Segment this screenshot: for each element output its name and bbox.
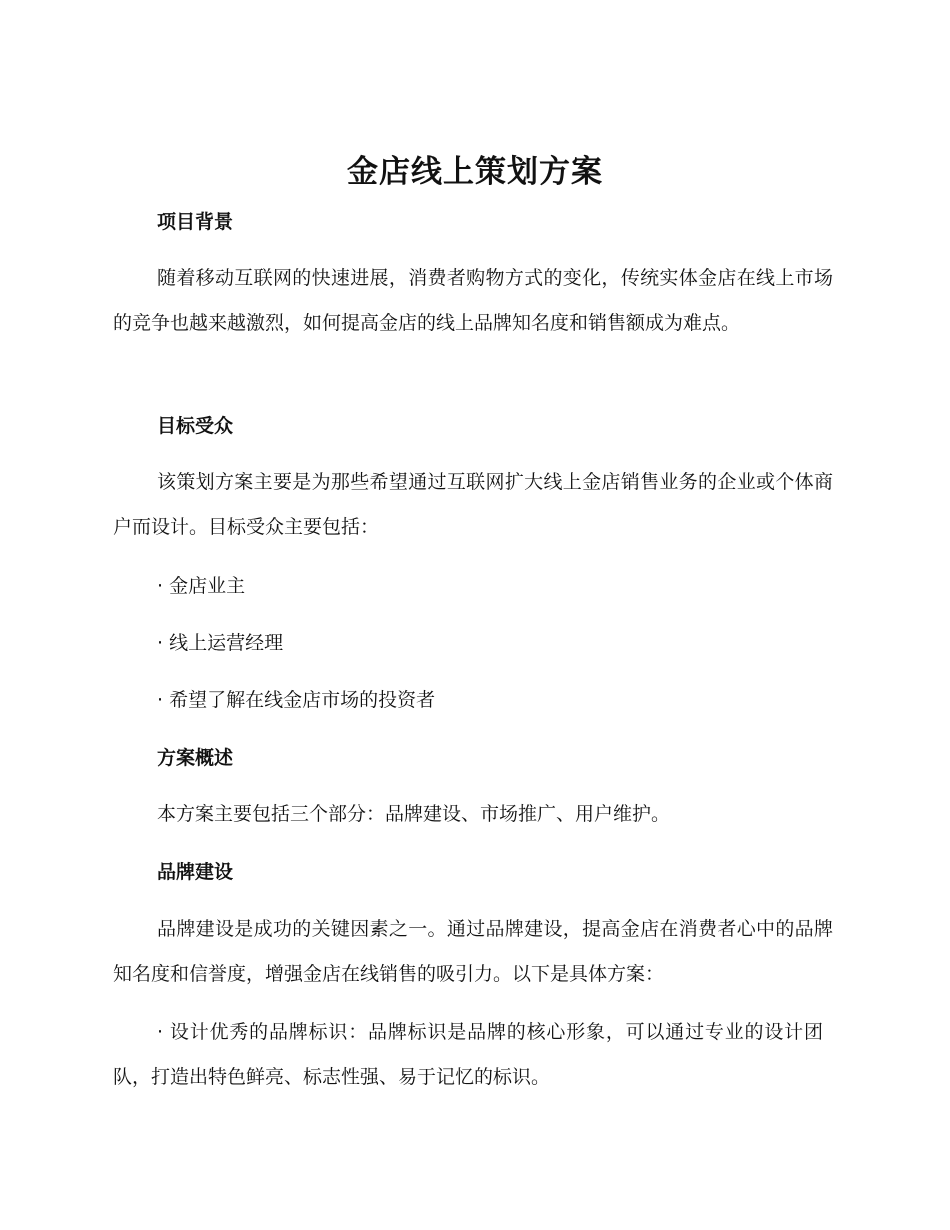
- section-paragraph-background: 随着移动互联网的快速进展，消费者购物方式的变化，传统实体金店在线上市场的竞争也越来越激烈，如何提高金店的线上品牌知名度和销售额成为难点。: [113, 267, 833, 334]
- bullet-item-manager: · 线上运营经理: [157, 632, 284, 654]
- section-heading-background: 项目背景: [157, 211, 234, 233]
- section-paragraph-overview: 本方案主要包括三个部分：品牌建设、市场推广、用户维护。: [157, 803, 671, 825]
- section-heading-audience: 目标受众: [157, 415, 234, 437]
- section-heading-overview: 方案概述: [157, 747, 234, 769]
- bullet-item-investor: · 希望了解在线金店市场的投资者: [157, 689, 436, 711]
- bullet-item-owner: · 金店业主: [157, 575, 246, 597]
- section-heading-brand: 品牌建设: [157, 861, 234, 883]
- bullet-item-logo-design: · 设计优秀的品牌标识：品牌标识是品牌的核心形象，可以通过专业的设计团队，打造出特色鲜亮、标志性强、易于记忆的标识。: [113, 1021, 823, 1088]
- section-paragraph-audience: 该策划方案主要是为那些希望通过互联网扩大线上金店销售业务的企业或个体商户而设计。目标受众主要包括：: [113, 471, 833, 538]
- section-paragraph-brand: 品牌建设是成功的关键因素之一。通过品牌建设，提高金店在消费者心中的品牌知名度和信誉度，增强金店在线销售的吸引力。以下是具体方案：: [113, 918, 833, 985]
- document-title: 金店线上策划方案: [347, 154, 603, 190]
